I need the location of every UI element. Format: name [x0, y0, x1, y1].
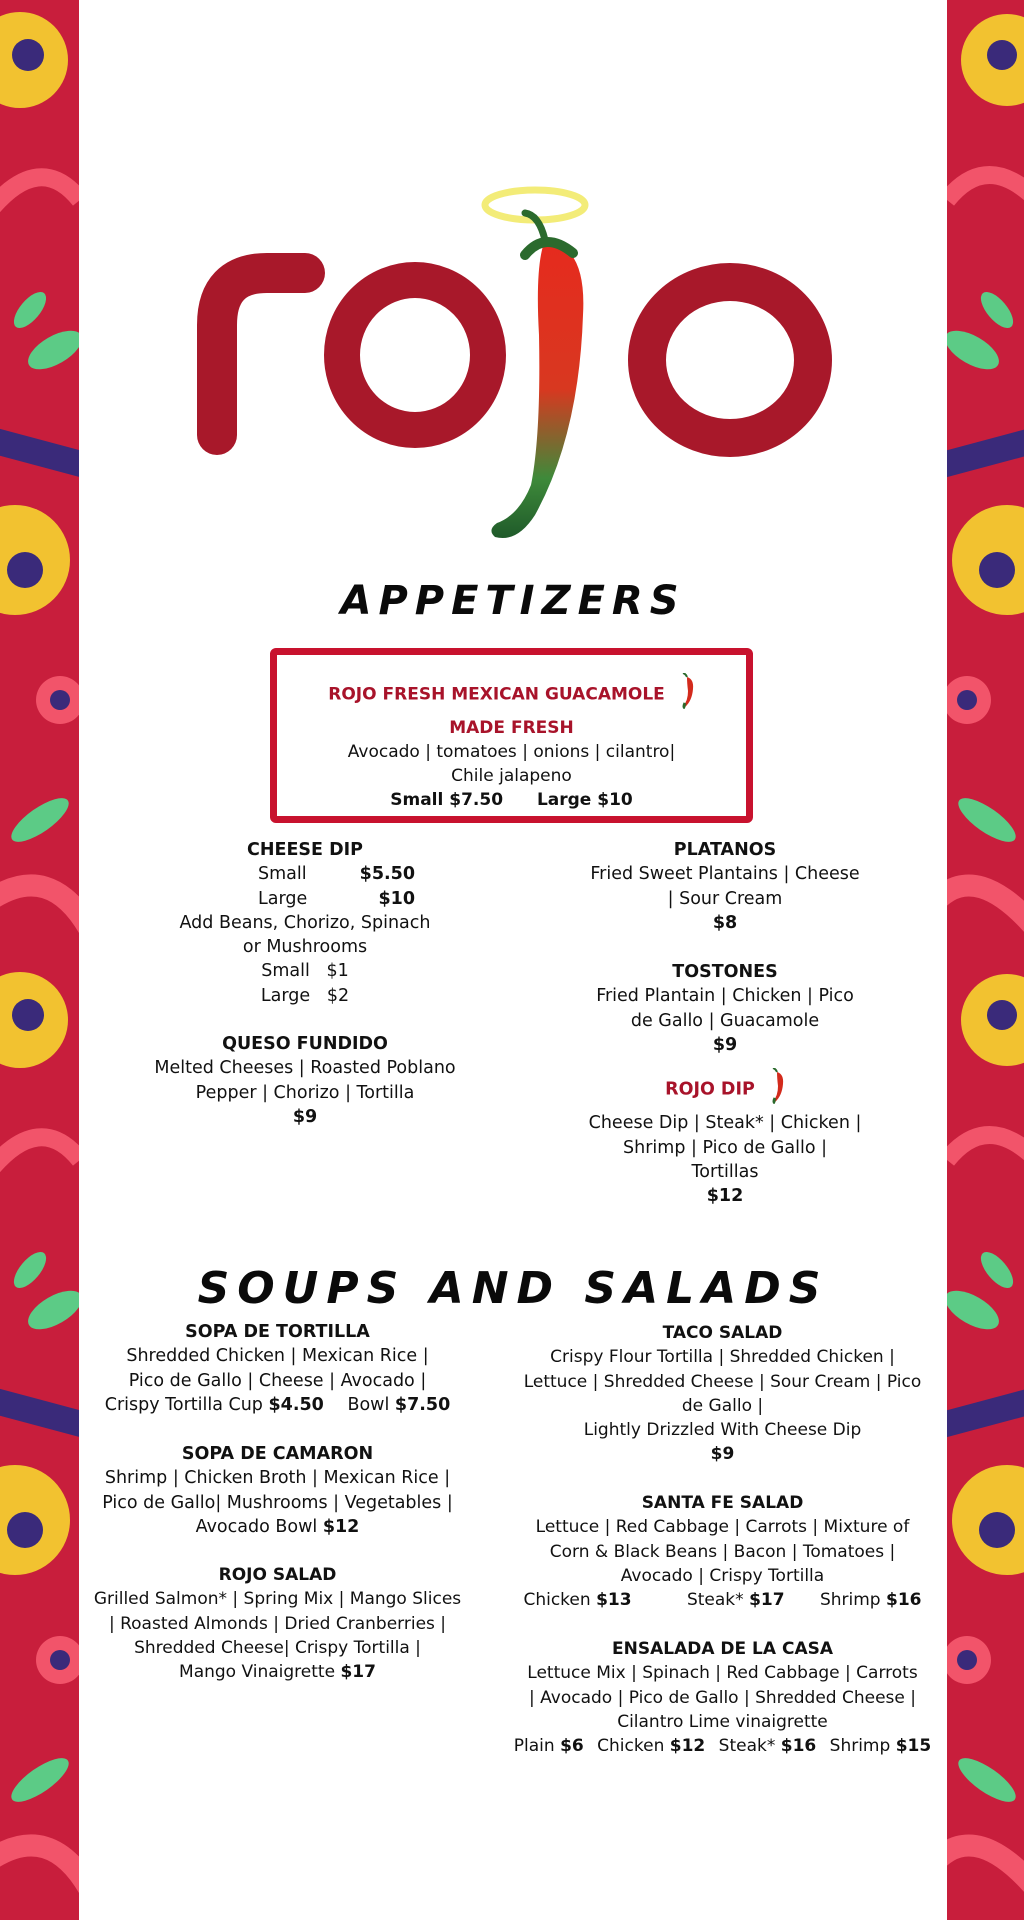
featured-item-name: ROJO FRESH MEXICAN GUACAMOLE — [277, 673, 746, 716]
item-name: PLATANOS — [673, 840, 777, 860]
item-name: ROJO SALAD — [218, 1565, 337, 1585]
item-name: QUESO FUNDIDO — [222, 1034, 388, 1054]
cup-price: $4.50 — [268, 1394, 324, 1415]
menu-item-queso-fundido — [140, 1032, 470, 1129]
item-desc: de Gallo | Guacamole — [630, 1010, 820, 1031]
addon-price: Large $2 — [260, 985, 350, 1006]
item-price: $12 — [706, 1186, 744, 1207]
item-desc: Grilled Salmon* | Spring Mix | Mango Slices — [93, 1589, 462, 1610]
chili-pepper-icon — [771, 1068, 785, 1111]
item-desc: Pico de Gallo| Mushrooms | Vegetables | — [102, 1492, 453, 1513]
item-desc: Cheese Dip | Steak* | Chicken | — [588, 1113, 862, 1134]
size-row — [150, 887, 460, 911]
item-price: $12 — [322, 1516, 360, 1537]
item-name: TOSTONES — [672, 962, 778, 982]
item-price: $9 — [712, 1034, 738, 1055]
item-desc: Lightly Drizzled With Cheese Dip — [583, 1420, 862, 1441]
item-price: $9 — [292, 1106, 318, 1127]
item-desc: | Roasted Almonds | Dried Cranberries | — [108, 1613, 447, 1634]
item-desc: Shrimp | Pico de Gallo | — [623, 1137, 827, 1158]
item-desc: Melted Cheeses | Roasted Poblano — [154, 1058, 456, 1079]
item-desc: Avocado | Crispy Tortilla — [620, 1565, 825, 1586]
item-desc: or Mushrooms — [242, 937, 368, 958]
menu-item-cheese-dip — [150, 838, 460, 1008]
item-desc: Pepper | Chorizo | Tortilla — [195, 1082, 415, 1103]
item-name: CHEESE DIP — [247, 840, 363, 860]
item-desc: Corn & Black Beans | Bacon | Tomatoes | — [549, 1541, 896, 1562]
item-desc: Lettuce | Shredded Cheese | Sour Cream | Pico — [523, 1371, 922, 1392]
item-desc: Tortillas — [691, 1161, 759, 1182]
menu-item-sopa-de-tortilla — [95, 1320, 460, 1417]
item-price: $9 — [710, 1444, 735, 1465]
featured-item-prices — [277, 788, 746, 812]
item-name: ROJO DIP — [570, 1068, 880, 1111]
price-large: Large $10 — [536, 790, 633, 810]
size-label: Large — [258, 888, 308, 909]
item-name: SANTA FE SALAD — [641, 1493, 804, 1513]
item-price-row: Mango Vinaigrette $17 — [179, 1662, 376, 1683]
item-name: SOPA DE TORTILLA — [185, 1322, 370, 1342]
menu-item-rojo-dip — [570, 1068, 880, 1208]
size-label: Small — [258, 864, 307, 885]
item-desc: de Gallo | — [681, 1395, 764, 1416]
item-desc: Crispy Flour Tortilla | Shredded Chicken | — [550, 1347, 895, 1368]
item-desc: Add Beans, Chorizo, Spinach — [179, 912, 431, 933]
item-desc: | Avocado | Pico de Gallo | Shredded Cheese | — [529, 1687, 916, 1708]
item-desc: Pico de Gallo | Cheese | Avocado | — [128, 1370, 427, 1391]
addon-price: Small $1 — [261, 961, 349, 982]
item-desc: Fried Plantain | Chicken | Pico — [596, 986, 854, 1007]
menu-item-tostones — [570, 960, 880, 1057]
item-desc: Shrimp | Chicken Broth | Mexican Rice | — [104, 1468, 451, 1489]
size-row — [150, 862, 460, 886]
item-desc: Cilantro Lime vinaigrette — [617, 1711, 828, 1732]
soups-salads-heading: SOUPS AND SALADS — [197, 1263, 829, 1314]
item-price: $8 — [712, 912, 738, 933]
right-decorative-border — [947, 0, 1024, 1920]
item-price-row: Avocado Bowl $12 — [195, 1516, 360, 1537]
item-name: TACO SALAD — [662, 1323, 783, 1343]
item-desc: Shredded Chicken | Mexican Rice | — [126, 1346, 429, 1367]
menu-item-ensalada-de-la-casa — [510, 1637, 935, 1758]
item-price: $17 — [340, 1662, 376, 1683]
menu-item-platanos — [570, 838, 880, 935]
rojo-logo — [195, 185, 855, 570]
item-desc: Shredded Cheese| Crispy Tortilla | — [134, 1637, 421, 1658]
size-price: $5.50 — [359, 864, 415, 885]
size-price: $10 — [378, 888, 415, 909]
left-decorative-border — [0, 0, 79, 1920]
appetizers-heading: APPETIZERS — [340, 578, 686, 624]
item-desc: Lettuce Mix | Spinach | Red Cabbage | Carrots — [527, 1663, 918, 1684]
bowl-price: $7.50 — [394, 1394, 451, 1415]
menu-item-sopa-de-camaron — [85, 1442, 470, 1539]
item-price-row: Plain $6 Chicken $12 Steak* $16 Shrimp $15 — [513, 1736, 932, 1757]
item-desc: Lettuce | Red Cabbage | Carrots | Mixture of — [535, 1517, 910, 1538]
item-name: SOPA DE CAMARON — [181, 1444, 374, 1464]
featured-item-desc: Avocado | tomatoes | onions | cilantro| — [347, 742, 676, 762]
featured-item-subtitle: MADE FRESH — [449, 718, 574, 738]
chili-pepper-icon — [681, 673, 695, 716]
menu-item-taco-salad — [515, 1321, 930, 1467]
item-desc: | Sour Cream — [667, 888, 783, 909]
item-desc: Fried Sweet Plantains | Cheese — [590, 864, 860, 885]
item-price-row: Crispy Tortilla Cup $4.50 Bowl $7.50 — [104, 1394, 451, 1415]
item-price-row: Chicken $13 Steak* $17 Shrimp $16 — [523, 1590, 922, 1611]
featured-guacamole-box — [270, 648, 753, 823]
item-name: ENSALADA DE LA CASA — [612, 1639, 833, 1659]
menu-item-santa-fe-salad — [515, 1491, 930, 1612]
featured-item-desc: Chile jalapeno — [451, 766, 572, 786]
price-small: Small $7.50 — [390, 790, 504, 810]
menu-item-rojo-salad — [80, 1563, 475, 1684]
